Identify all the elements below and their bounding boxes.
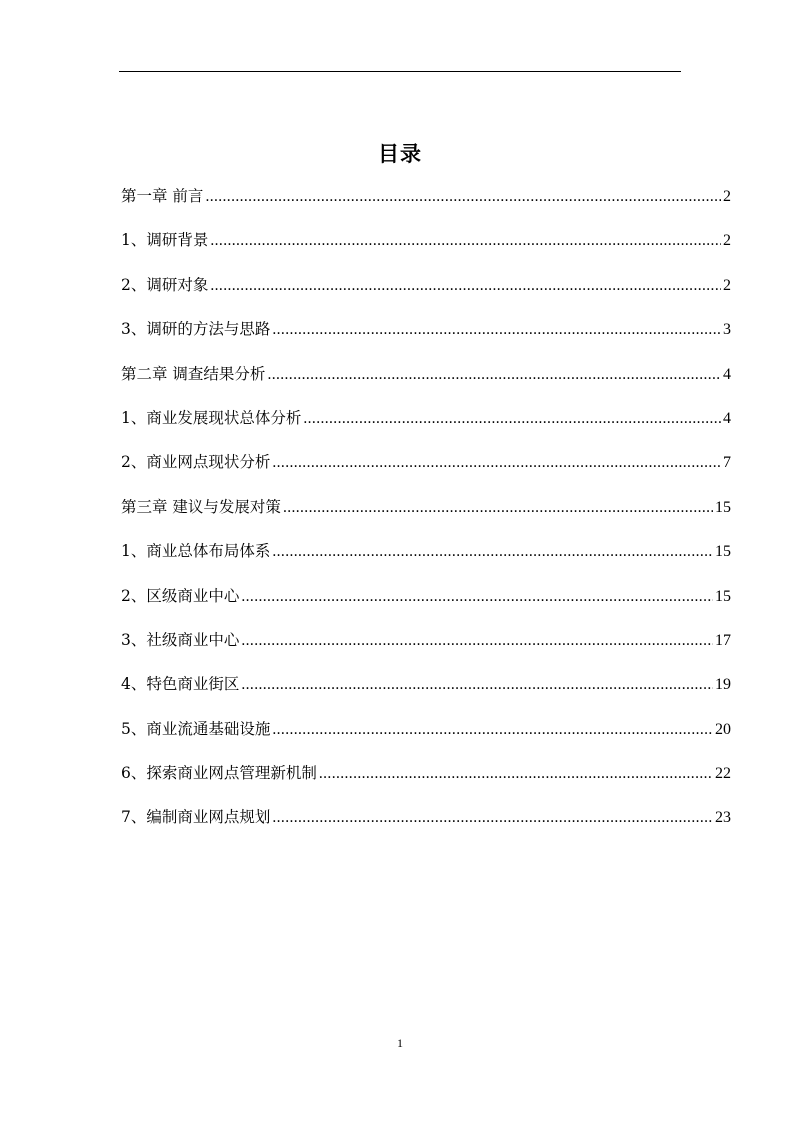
toc-entry-page: 20 (715, 720, 731, 738)
toc-entry[interactable] (121, 494, 731, 538)
toc-entry[interactable] (121, 760, 731, 804)
toc-entry-page: 15 (715, 543, 731, 561)
toc-entry-page: 3 (723, 321, 731, 339)
toc-entry[interactable] (121, 804, 731, 848)
toc-entry-page: 4 (723, 409, 731, 427)
toc-leader-dots (303, 406, 721, 432)
toc-entry[interactable] (121, 538, 731, 582)
toc-entry[interactable] (121, 583, 731, 627)
toc-leader-dots (272, 450, 721, 476)
toc-entry-label: 7、编制商业网点规划 (121, 808, 271, 827)
table-of-contents (121, 183, 731, 849)
toc-entry-label: 第三章 建议与发展对策 (121, 497, 281, 516)
toc-entry-label: 3、调研的方法与思路 (121, 320, 271, 339)
toc-leader-dots (205, 184, 721, 210)
toc-leader-dots (210, 228, 721, 254)
toc-entry[interactable] (121, 183, 731, 227)
toc-leader-dots (241, 584, 713, 610)
toc-title: 目录 (378, 141, 422, 166)
toc-entry-label: 4、特色商业街区 (121, 675, 240, 694)
toc-entry[interactable] (121, 449, 731, 493)
toc-entry-page: 2 (723, 232, 731, 250)
toc-entry-label: 3、社级商业中心 (121, 630, 240, 649)
toc-entry-label: 1、商业发展现状总体分析 (121, 408, 302, 427)
page-number: 1 (397, 1036, 403, 1050)
toc-entry[interactable] (121, 227, 731, 271)
toc-leader-dots (210, 273, 721, 299)
toc-entry-page: 23 (715, 809, 731, 827)
toc-entry-page: 2 (723, 188, 731, 205)
toc-entry-label: 2、商业网点现状分析 (121, 453, 271, 472)
toc-entry-label: 1、调研背景 (121, 231, 209, 250)
toc-entry-page: 15 (715, 498, 731, 516)
toc-entry-page: 17 (715, 631, 731, 649)
toc-leader-dots (267, 362, 721, 388)
toc-leader-dots (272, 317, 721, 343)
toc-leader-dots (272, 717, 713, 743)
toc-entry[interactable] (121, 361, 731, 405)
toc-entry-label: 第二章 调查结果分析 (121, 364, 266, 383)
toc-entry-page: 22 (715, 765, 731, 783)
toc-entry[interactable] (121, 627, 731, 671)
toc-leader-dots (319, 761, 713, 787)
toc-entry-page: 7 (723, 454, 731, 472)
toc-entry-label: 第一章 前言 (121, 187, 204, 205)
toc-entry-label: 2、调研对象 (121, 275, 209, 294)
toc-entry[interactable] (121, 671, 731, 715)
toc-leader-dots (241, 672, 713, 698)
toc-entry[interactable] (121, 405, 731, 449)
toc-leader-dots (272, 805, 713, 831)
toc-leader-dots (241, 628, 713, 654)
toc-leader-dots (272, 539, 713, 565)
toc-entry-label: 2、区级商业中心 (121, 586, 240, 605)
toc-entry-page: 19 (715, 676, 731, 694)
toc-entry-label: 5、商业流通基础设施 (121, 719, 271, 738)
toc-entry[interactable] (121, 716, 731, 760)
toc-entry[interactable] (121, 272, 731, 316)
toc-entry-label: 1、商业总体布局体系 (121, 542, 271, 561)
toc-entry-label: 6、探索商业网点管理新机制 (121, 764, 317, 783)
toc-leader-dots (283, 495, 713, 521)
toc-entry-page: 2 (723, 276, 731, 294)
toc-entry-page: 4 (723, 365, 731, 383)
toc-entry[interactable] (121, 316, 731, 360)
toc-entry-page: 15 (715, 587, 731, 605)
header-rule (119, 71, 681, 72)
